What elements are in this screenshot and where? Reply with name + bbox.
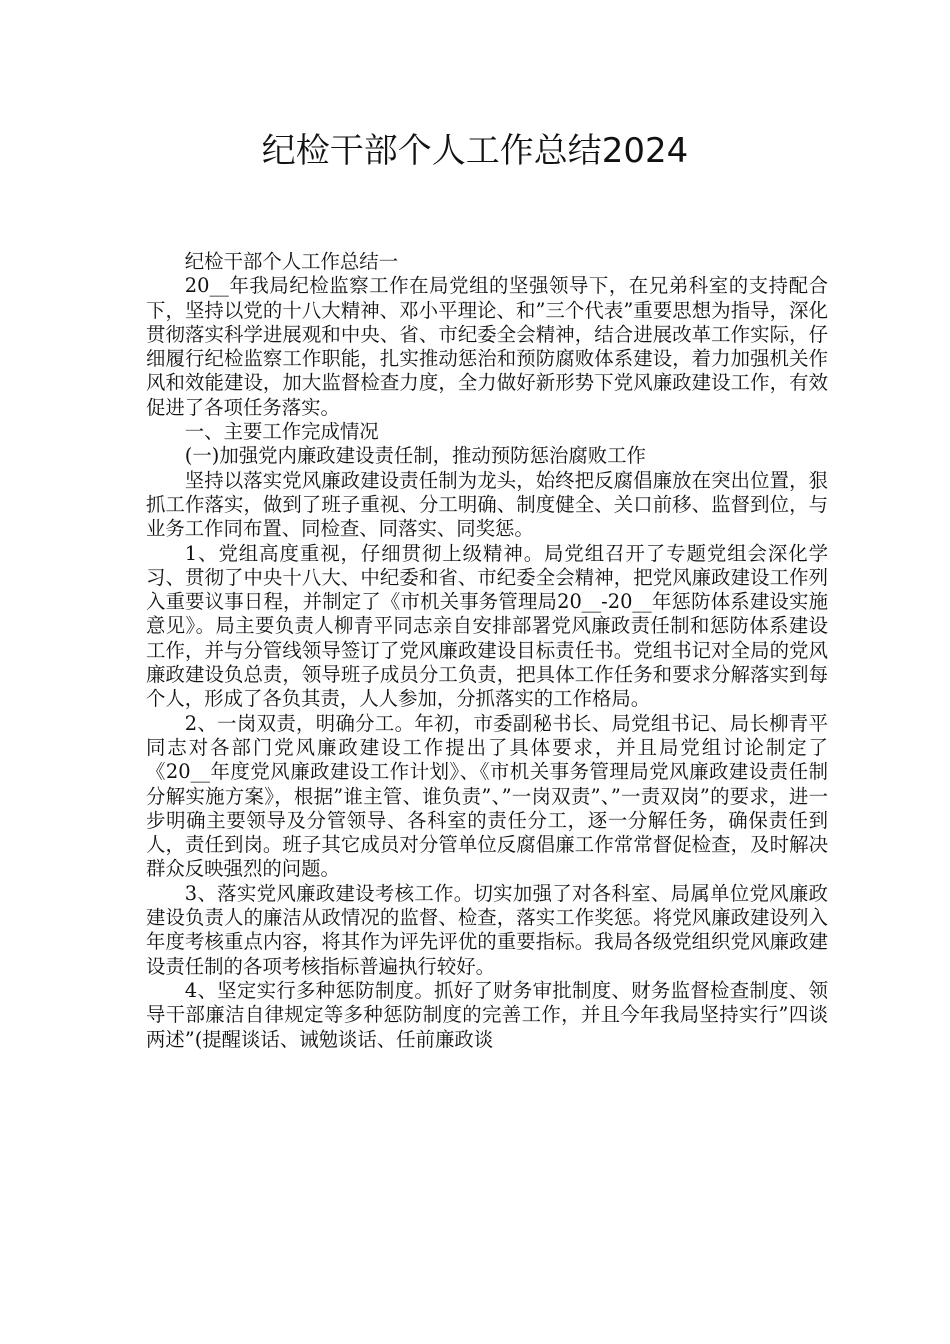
paragraph-intro: 20__年我局纪检监察工作在局党组的坚强领导下，在兄弟科室的支持配合下，坚持以党的十八大精神、邓小平理论、和”三个代表”重要思想为指导，深化贯彻落实科学进展观和中央、省、市纪委全会精神，结合进展改革工作实际，仔细履行纪检监察工作职能，扎实推动惩治和预防腐败体系建设，着力加强机关作风和效能建设，加大监督检查力度，全力做好新形势下党风廉政建设工作，有效促进了各项任务落实。 <box>146 274 828 419</box>
section-subtitle: 纪检干部个人工作总结一 <box>184 250 399 273</box>
document-body <box>146 250 828 1052</box>
paragraph: 2、一岗双责，明确分工。年初，市委副秘书长、局党组书记、局长柳青平同志对各部门党风廉政建设工作提出了具体要求，并且局党组讨论制定了《20__年度党风廉政建设工作计划》、《市机关事务管理局党风廉政建设责任制分解实施方案》，根据”谁主管、谁负责”、”一岗双责”、”一责双岗”的要求，进一步明确主要领导及分管领导、各科室的责任分工，逐一分解任务，确保责任到人，责任到岗。班子其它成员对分管单位反腐倡廉工作常常督促检查，及时解决群众反映强烈的问题。 <box>146 711 828 881</box>
subsection-heading: (一)加强党内廉政建设责任制，推动预防惩治腐败工作 <box>184 444 646 468</box>
section-heading: 一、主要工作完成情况 <box>184 420 379 444</box>
paragraph: 1、党组高度重视，仔细贯彻上级精神。局党组召开了专题党组会深化学习、贯彻了中央十八大、中纪委和省、市纪委全会精神，把党风廉政建设工作列入重要议事日程，并制定了《市机关事务管理局20__-20__年惩防体系建设实施意见》。局主要负责人柳青平同志亲自安排部署党风廉政责任制和惩防体系建设工作，并与分管线领导签订了党风廉政建设目标责任书。党组书记对全局的党风廉政建设负总责，领导班子成员分工负责，把具体工作任务和要求分解落实到每个人，形成了各负其责，人人参加，分抓落实的工作格局。 <box>146 541 828 711</box>
paragraph: 坚持以落实党风廉政建设责任制为龙头，始终把反腐倡廉放在突出位置，狠抓工作落实，做到了班子重视、分工明确、制度健全、关口前移、监督到位，与业务工作同布置、同检查、同落实、同奖惩。 <box>146 468 828 541</box>
paragraph: 4、坚定实行多种惩防制度。抓好了财务审批制度、财务监督检查制度、领导干部廉洁自律规定等多种惩防制度的完善工作，并且今年我局坚持实行”四谈两述”(提醒谈话、诫勉谈话、任前廉政谈 <box>146 978 828 1051</box>
document-title: 纪检干部个人工作总结2024 <box>261 131 689 171</box>
paragraph: 3、落实党风廉政建设考核工作。切实加强了对各科室、局属单位党风廉政建设负责人的廉洁从政情况的监督、检查，落实工作奖惩。将党风廉政建设列入年度考核重点内容，将其作为评先评优的重要指标。我局各级党组织党风廉政建设责任制的各项考核指标普遍执行较好。 <box>146 881 828 978</box>
